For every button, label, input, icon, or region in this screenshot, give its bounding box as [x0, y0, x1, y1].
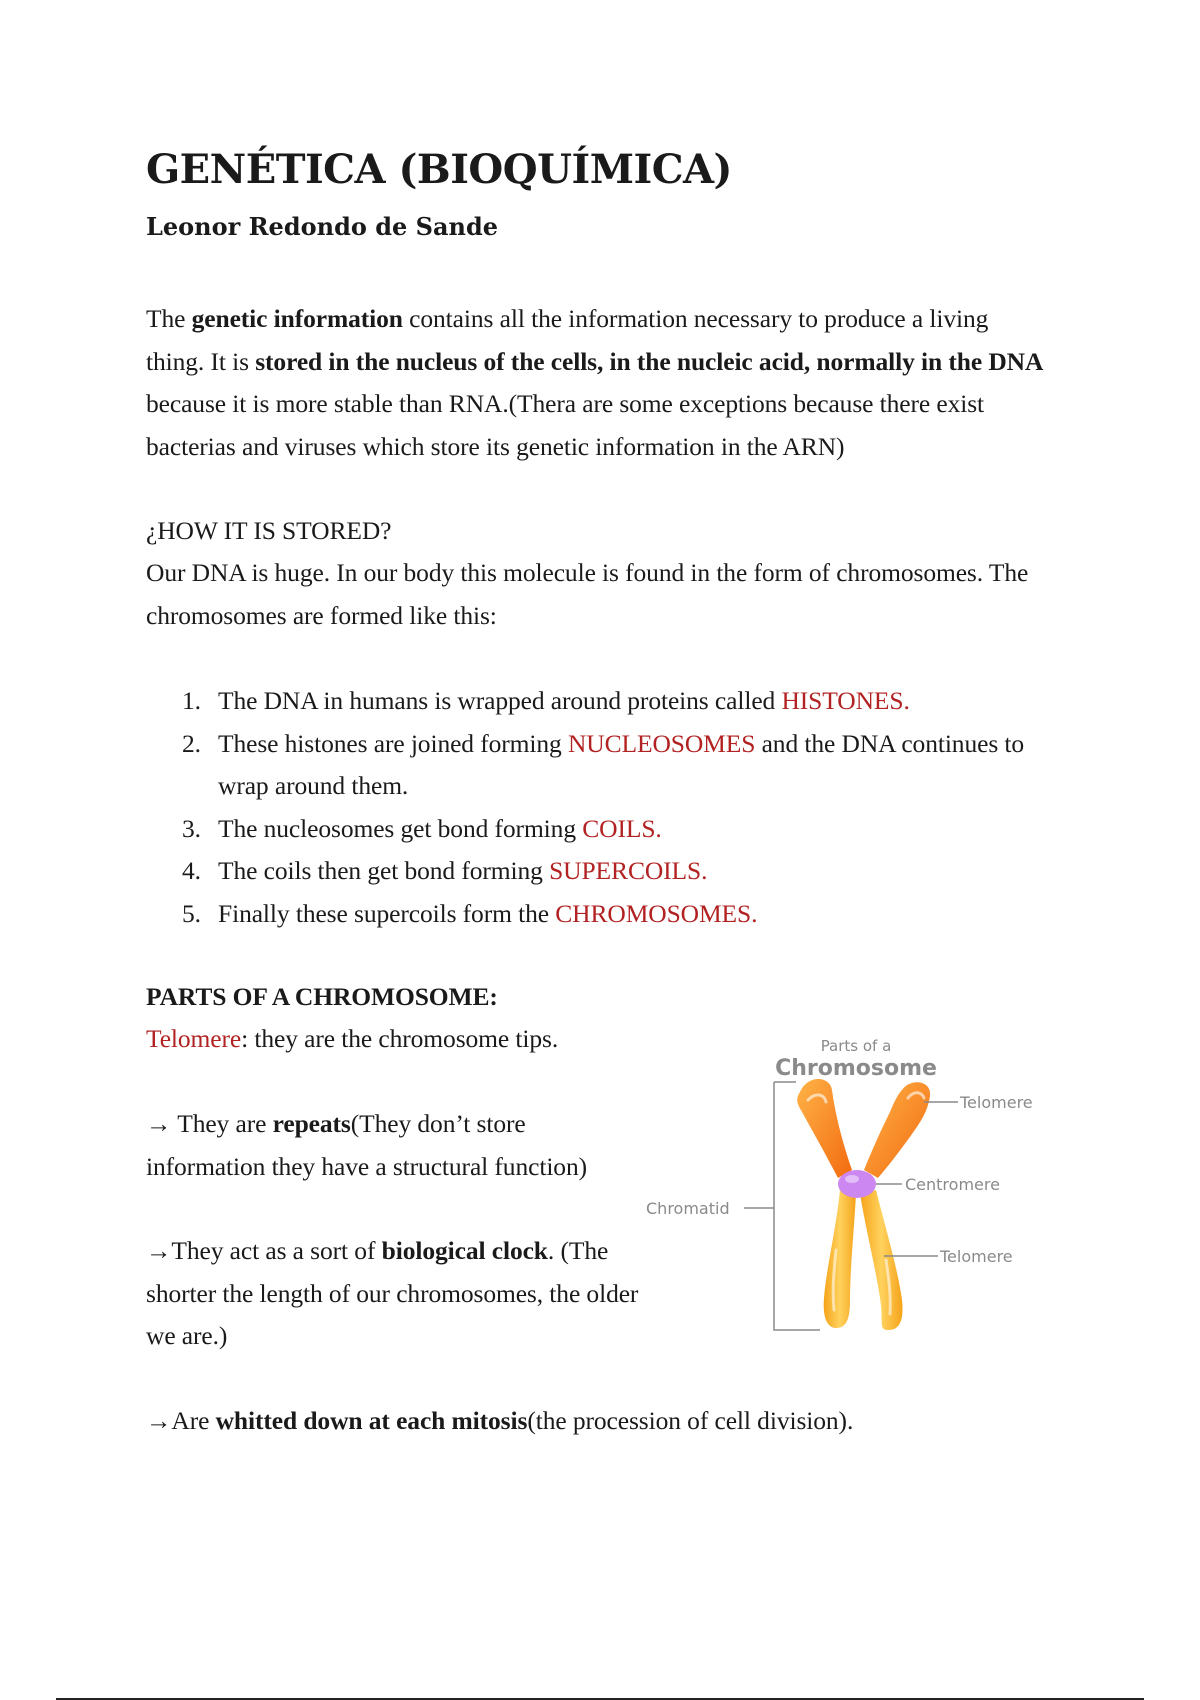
document-title: GENÉTICA (BIOQUÍMICA) — [146, 146, 732, 193]
clock-text: . (The shorter the length of our chromosomes, the older we are.) — [146, 1236, 639, 1350]
list-text: The coils then get bond forming — [218, 856, 550, 885]
chromosome-diagram — [640, 1030, 1050, 1360]
list-text: The DNA in humans is wrapped around proteins called — [218, 686, 782, 715]
label-chromatid: Chromatid — [646, 1199, 730, 1218]
clock-paragraph — [146, 1230, 646, 1358]
highlight-term: CHROMOSOMES. — [555, 898, 758, 928]
label-telomere-bottom: Telomere — [940, 1247, 1013, 1266]
document-author: Leonor Redondo de Sande — [146, 212, 498, 241]
list-item — [146, 850, 1046, 893]
figure-title-small: Parts of a — [820, 1037, 892, 1055]
chromosome-illustration — [640, 1030, 1050, 1360]
parts-heading: PARTS OF A CHROMOSOME: — [146, 982, 498, 1011]
telomere-definition — [146, 1018, 666, 1061]
list-number: 4. — [182, 856, 201, 885]
telomere-term: Telomere — [146, 1024, 242, 1053]
intro-bold-storage: stored in the nucleus of the cells, in the nucleic acid, normally in the DNA — [255, 346, 1044, 376]
chromosome-lower-left-arm — [824, 1190, 856, 1328]
list-number: 5. — [182, 898, 201, 928]
repeats-paragraph — [146, 1103, 646, 1188]
label-centromere: Centromere — [905, 1175, 1000, 1194]
chromosome-upper-right-arm — [864, 1082, 930, 1178]
mitosis-bold: whitted down at each mitosis — [215, 1406, 528, 1435]
mitosis-text: (the procession of cell division). — [527, 1406, 854, 1435]
telomere-text: : they are the chromosome tips. — [241, 1024, 559, 1053]
highlight-term: HISTONES. — [781, 686, 910, 715]
highlight-term: COILS. — [582, 813, 662, 843]
list-item — [146, 723, 1046, 808]
intro-bold-genetic-information: genetic information — [191, 304, 403, 333]
centromere-highlight — [845, 1175, 859, 1183]
centromere-shape — [838, 1170, 876, 1198]
repeats-text: → They are — [146, 1109, 273, 1138]
list-text: The nucleosomes get bond forming — [218, 813, 583, 843]
list-item — [146, 893, 1046, 936]
how-stored-paragraph: Our DNA is huge. In our body this molecule is found in the form of chromosomes. The chromosomes are formed like this: — [146, 558, 1029, 630]
intro-text: because it is more stable than RNA.(Thera are some exceptions because there exist bacterias and viruses which store its genetic information in the ARN) — [146, 389, 985, 461]
chromosome-upper-left-arm — [797, 1079, 852, 1178]
list-number: 3. — [182, 813, 201, 843]
list-text: and the DNA continues to wrap around them. — [218, 728, 1025, 800]
clock-text: →They act as a sort of — [146, 1236, 382, 1265]
list-item — [146, 808, 1046, 851]
intro-text: contains all the information necessary to produce a living thing. It is — [146, 304, 989, 376]
mitosis-paragraph — [146, 1400, 1146, 1443]
list-text: These histones are joined forming — [218, 728, 568, 758]
repeats-text: (They don’t store information they have a structural function) — [146, 1109, 587, 1181]
list-text: Finally these supercoils form the — [218, 898, 556, 928]
list-number: 1. — [182, 686, 201, 715]
highlight-term: NUCLEOSOMES — [567, 728, 756, 758]
clock-bold: biological clock — [381, 1236, 548, 1265]
repeats-bold: repeats — [272, 1109, 351, 1138]
label-telomere-top: Telomere — [960, 1093, 1033, 1112]
highlight-term: SUPERCOILS. — [549, 856, 708, 885]
steps-list — [146, 680, 1046, 935]
intro-paragraph — [146, 298, 1046, 468]
figure-title-large: Chromosome — [775, 1056, 937, 1081]
list-number: 2. — [182, 728, 201, 758]
intro-text: The — [146, 304, 192, 333]
how-stored-heading: ¿HOW IT IS STORED? — [146, 516, 392, 545]
mitosis-text: →Are — [146, 1406, 216, 1435]
list-item — [146, 680, 1046, 723]
chromosome-lower-right-arm — [860, 1190, 902, 1330]
